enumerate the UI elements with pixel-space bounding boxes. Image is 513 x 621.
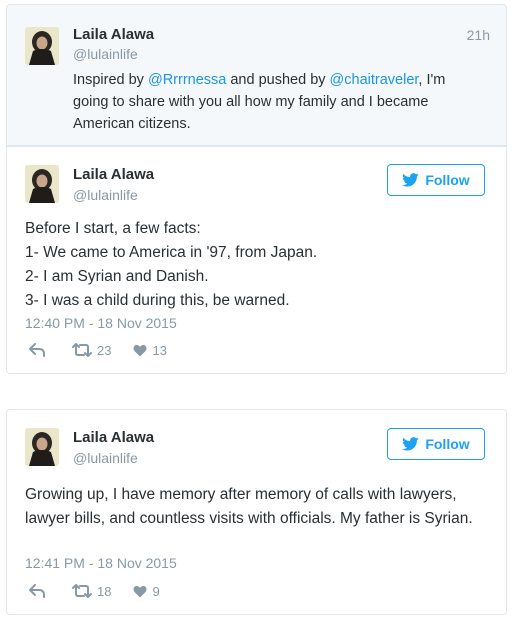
follow-label: Follow xyxy=(425,436,470,452)
author-handle[interactable]: @lulainlife xyxy=(73,46,138,62)
tweet-line: 1- We came to America in '97, from Japan. xyxy=(25,244,318,261)
tweet-line: 3- I was a child during this, be warned. xyxy=(25,292,290,309)
twitter-bird-icon xyxy=(402,437,419,451)
avatar-image xyxy=(25,165,59,203)
follow-button[interactable] xyxy=(387,428,485,460)
avatar[interactable] xyxy=(25,165,59,203)
twitter-bird-icon xyxy=(402,173,419,187)
like-button[interactable] xyxy=(133,584,159,599)
reply-button[interactable] xyxy=(29,584,50,598)
avatar-image xyxy=(25,428,59,466)
author-name[interactable]: Laila Alawa xyxy=(73,26,155,43)
reply-icon xyxy=(29,584,45,598)
author-name[interactable]: Laila Alawa xyxy=(73,166,155,183)
retweet-icon xyxy=(72,343,92,357)
retweet-icon xyxy=(72,584,92,598)
tweet-text: Growing up, I have memory after memory of calls with lawyers, lawyer bills, and countless visits with officials. My father is Syrian. xyxy=(25,486,473,527)
retweet-count: 23 xyxy=(97,342,112,358)
like-count: 9 xyxy=(152,583,160,599)
tweet-timestamp[interactable]: 12:40 PM - 18 Nov 2015 xyxy=(25,315,177,331)
follow-button[interactable] xyxy=(387,164,485,196)
avatar-image xyxy=(25,27,59,65)
like-button[interactable] xyxy=(133,343,166,358)
reply-button[interactable] xyxy=(29,343,50,357)
retweet-count: 18 xyxy=(97,583,112,599)
avatar[interactable] xyxy=(25,27,59,65)
author-name[interactable]: Laila Alawa xyxy=(73,429,155,446)
tweet-actions xyxy=(29,582,182,600)
retweet-button[interactable] xyxy=(72,343,111,358)
retweet-button[interactable] xyxy=(72,584,111,599)
tweet-timestamp[interactable]: 12:41 PM - 18 Nov 2015 xyxy=(25,555,177,571)
heart-icon xyxy=(133,585,147,598)
author-handle[interactable]: @lulainlife xyxy=(73,187,138,203)
reply-icon xyxy=(29,343,45,357)
tweet-card xyxy=(6,409,507,615)
tweet-actions xyxy=(29,341,189,359)
tweet-text-part: , I'm going to share with you all how my family and I became American citizens. xyxy=(73,72,446,132)
tweet-text xyxy=(73,69,483,135)
follow-label: Follow xyxy=(425,172,470,188)
tweet-text-part: and pushed by xyxy=(226,72,330,88)
heart-icon xyxy=(133,344,147,357)
tweet-line: 2- I am Syrian and Danish. xyxy=(25,268,209,285)
mention-link[interactable]: @Rrrrnessa xyxy=(147,72,227,88)
parent-tweet[interactable] xyxy=(6,4,507,146)
tweet-text-part: Inspired by xyxy=(73,72,148,88)
tweet-text xyxy=(25,217,495,313)
tweet-card xyxy=(6,146,507,374)
author-handle[interactable]: @lulainlife xyxy=(73,450,138,466)
avatar[interactable] xyxy=(25,428,59,466)
mention-link[interactable]: @chaitraveler xyxy=(329,72,419,88)
tweet-time[interactable]: 21h xyxy=(466,27,490,43)
tweet-line: Before I start, a few facts: xyxy=(25,220,201,237)
like-count: 13 xyxy=(152,342,167,358)
